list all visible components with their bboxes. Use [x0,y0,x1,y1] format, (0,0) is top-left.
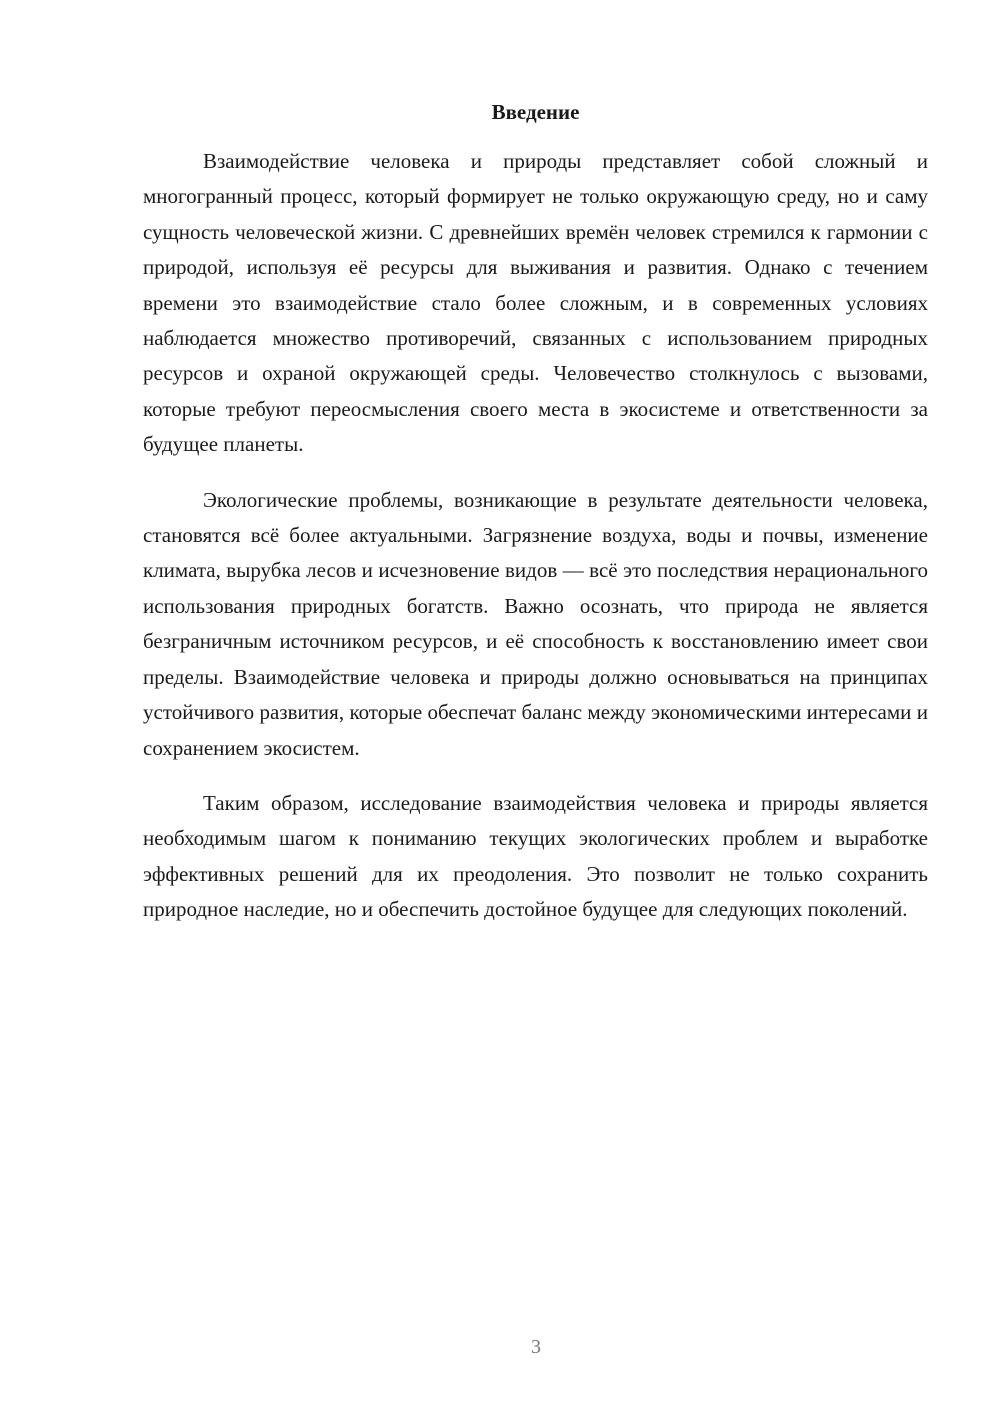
page-number: 3 [531,1336,541,1358]
paragraph: Таким образом, исследование взаимодействия человека и природы является необходимым шагом к пониманию текущих экологических проблем и выработке эффективных решений для их преодоления. Это позволит не только сохранить природное наследие, но и обеспечить достойное будущее для следующих поколений. [143,790,928,922]
section-heading: Введение [491,100,580,124]
paragraph: Взаимодействие человека и природы представляет собой сложный и многогранный процесс, который формирует не только окружающую среду, но и саму сущность человеческой жизни. С древнейших времён человек стремился к гармонии с природой, используя её ресурсы для выживания и развития. Однако с течением времени это взаимодействие стало более сложным, и в современных условиях наблюдается множество противоречий, связанных с использованием природных ресурсов и охраной окружающей среды. Человечество столкнулось с вызовами, которые требуют переосмысления своего места в экосистеме и ответственности за будущее планеты. [143,149,928,457]
body-text [143,144,928,948]
paragraph: Экологические проблемы, возникающие в результате деятельности человека, становятся всё более актуальными. Загрязнение воздуха, воды и почвы, изменение климата, вырубка лесов и исчезновение видов — всё это последствия нерационального использования природных богатств. Важно осознать, что природа не является безграничным источником ресурсов, и её способность к восстановлению имеет свои пределы. Взаимодействие человека и природы должно основываться на принципах устойчивого развития, которые обеспечат баланс между экономическими интересами и сохранением экосистем. [143,487,928,760]
